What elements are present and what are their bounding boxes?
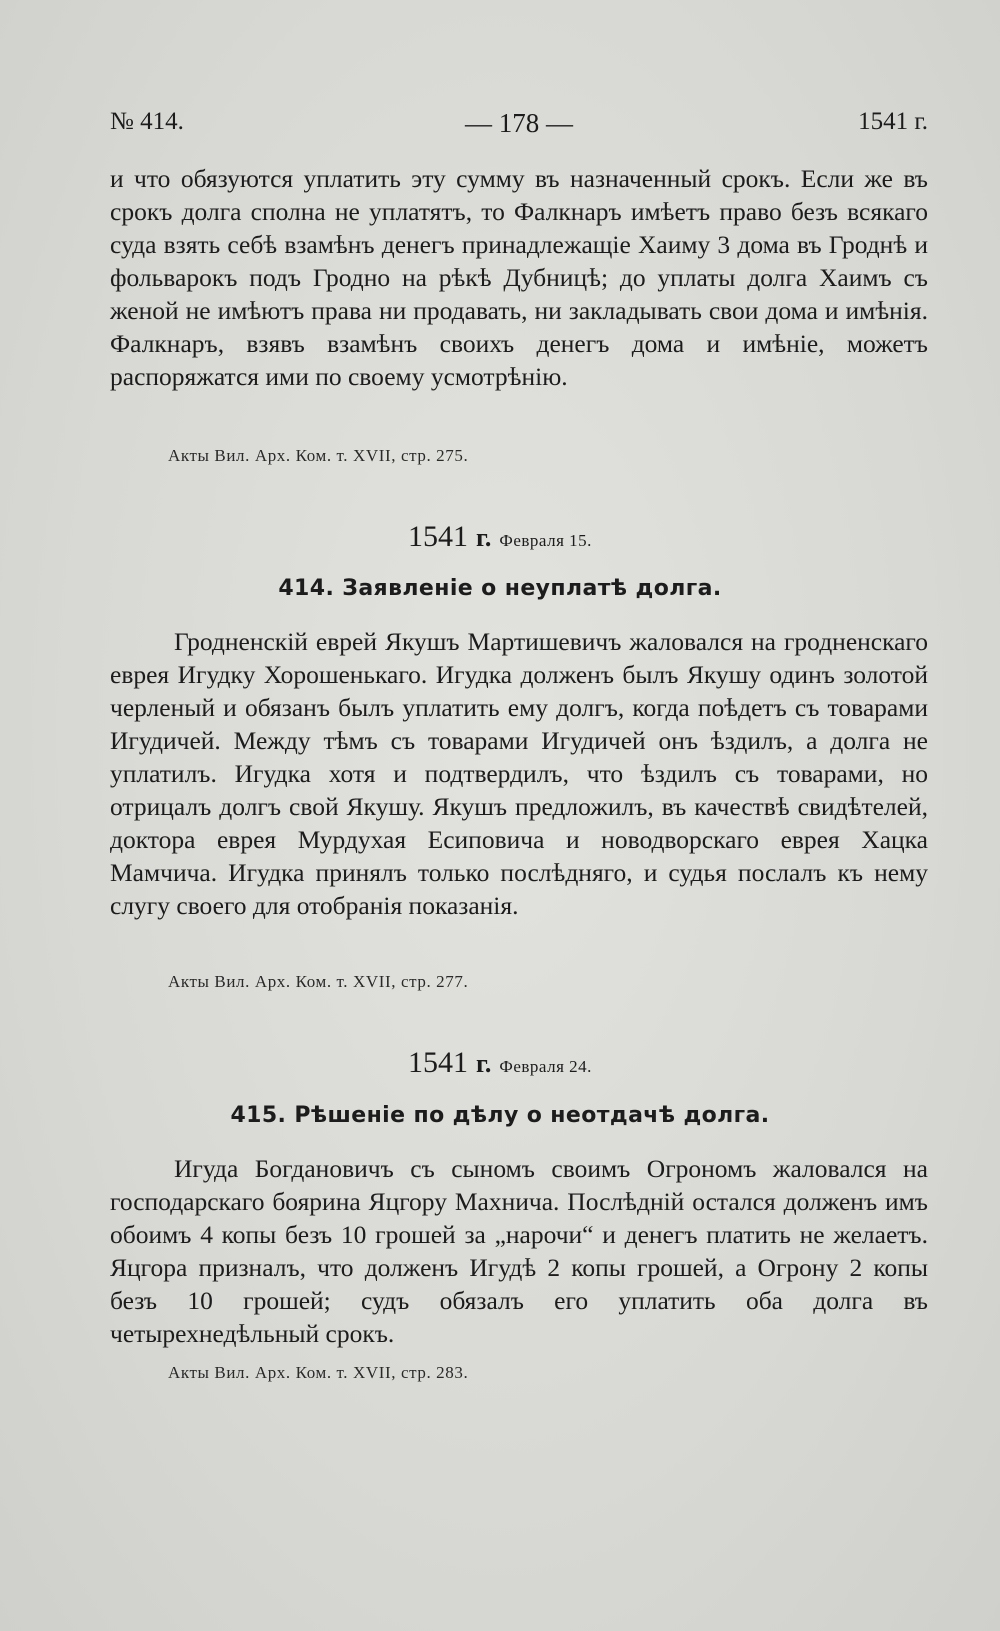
document-body: Игуда Богдановичъ съ сыномъ своимъ Огрономъ жаловался на господарскаго боярина Яцгору Махнича. Послѣдній остался долженъ имъ обоимъ 4 копы безъ 10 грошей за „нарочи“ и денегъ платить не желаетъ. Яцгора призналъ, что долженъ Игудѣ 2 копы грошей, а Огрону 2 копы безъ 10 грошей; судъ обязалъ его уплатить оба долга въ четырехнедѣльный срокъ. [110,1154,928,1348]
document-body: Гродненскій еврей Якушъ Мартишевичъ жаловался на гродненскаго еврея Игудку Хорошенькаго. Игудка долженъ былъ Якушу одинъ золотой черленый и обязанъ былъ уплатить ему долгъ, когда поѣдетъ съ товарами Игудичей. Между тѣмъ съ товарами Игудичей онъ ѣздилъ, а долга не уплатилъ. Игудка хотя и подтвердилъ, что ѣздилъ съ товарами, но отрицалъ долгъ свой Якушу. Якушъ предложилъ, въ качествѣ свидѣтелей, доктора еврея Мурдухая Есиповича и новодворскаго еврея Хацка Мамчича. Игудка принялъ только послѣдняго, и судья послалъ къ нему слугу своего для отобранія показанія. [110,627,928,920]
source-citation: Акты Вил. Арх. Ком. т. XVII, стр. 283. [168,1363,469,1382]
date-g: г. [476,1049,492,1078]
source-citation: Акты Вил. Арх. Ком. т. XVII, стр. 275. [168,446,469,465]
document-number: № 414. [110,108,184,135]
date-year: 1541 [408,1046,469,1079]
continued-paragraph: и что обязуются уплатить эту сумму въ назначенный срокъ. Если же въ срокъ долга сполна не уплатятъ, то Фалкнаръ имѣетъ право безъ всякаго суда взять себѣ взамѣнъ денегъ принадлежащіе Хаиму 3 дома въ Гроднѣ и фольварокъ подъ Гродно на рѣкѣ Дубницѣ; до уплаты долга Хаимъ съ женой не имѣютъ права ни продавать, ни закладывать свои дома и имѣнія. Фалкнаръ, взявъ взамѣнъ своихъ денегъ дома и имѣніе, можетъ распоряжатся ими по своему усмотрѣнію. [110,164,928,391]
date-month: Февраля 24. [499,1057,592,1076]
document-date [0,1046,1000,1080]
date-g: г. [476,523,492,552]
header-year: 1541 г. [858,108,928,135]
page-header [110,108,928,142]
date-year: 1541 [408,520,469,553]
source-citation: Акты Вил. Арх. Ком. т. XVII, стр. 277. [168,972,469,991]
page-number: — 178 — [465,108,573,138]
date-month: Февраля 15. [499,531,592,550]
document-title: 414. Заявленіе о неуплатѣ долга. [278,576,722,601]
document-date [0,520,1000,554]
document-title: 415. Рѣшеніе по дѣлу о неотдачѣ долга. [230,1103,770,1128]
